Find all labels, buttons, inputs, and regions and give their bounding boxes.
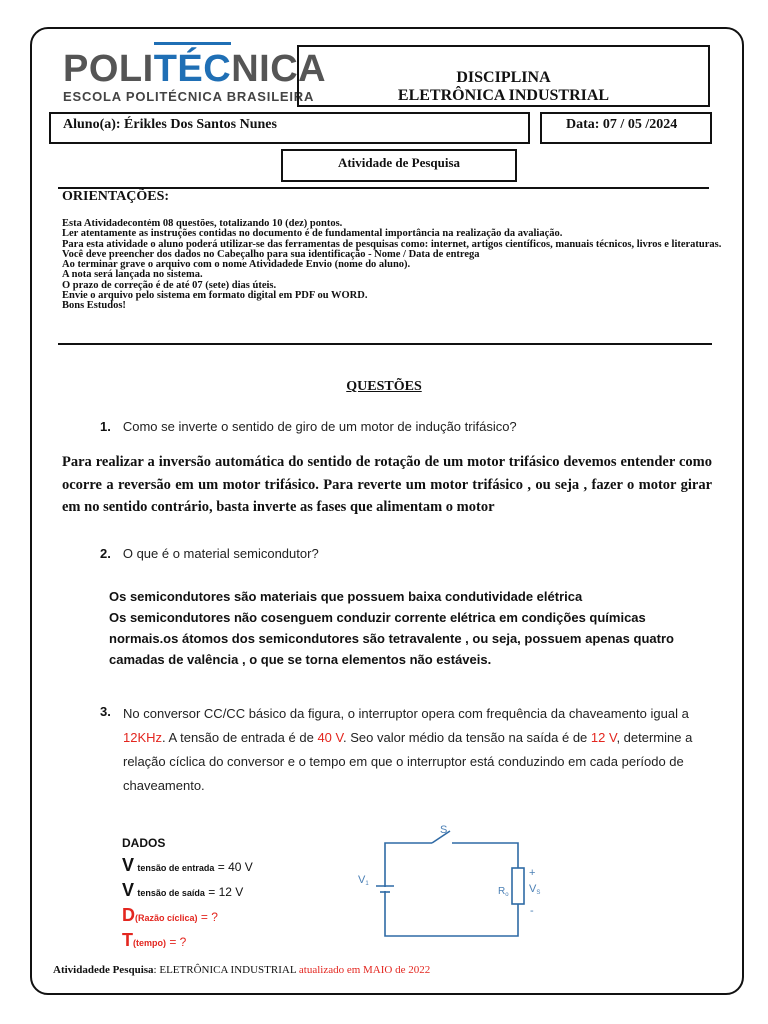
politecnica-logo: POLITÉCNICA ESCOLA POLITÉCNICA BRASILEIRA <box>63 48 327 104</box>
minus-sign: - <box>530 905 534 917</box>
discipline-box <box>297 45 710 107</box>
orientation-item: Você deve preencher dos dados no Cabeçalho para sua identificação - Nome / Data de entrega <box>62 248 480 260</box>
question-2 <box>100 545 319 563</box>
resistor-label: $R_o$ <box>498 886 509 898</box>
plus-sign: + <box>529 867 536 879</box>
circuit-wire <box>452 843 518 868</box>
data-title: DADOS <box>122 836 166 850</box>
circuit-wire <box>385 904 518 936</box>
input-voltage-value: 40 V <box>317 730 343 745</box>
date-field: Data: 07 / 05 /2024 <box>540 112 712 144</box>
data-vout: V tensão de saída = 12 V <box>122 880 244 900</box>
discipline-name: ELETRÔNICA INDUSTRIAL <box>397 87 610 104</box>
answer-1: Para realizar a inversão automática do sentido de rotação de um motor trifásico devemos entender como ocorre a reversão em um motor trifásico. Para reverte um motor trifásico , ou seja , fazer o motor girar em no sentido contrário, basta inverte as fases que alimentam o motor <box>62 454 712 515</box>
question-number: 2. <box>100 546 111 561</box>
orientation-item: A nota será lançada no sistema. <box>62 269 203 281</box>
answer-2 <box>109 586 709 670</box>
question-text: Como se inverte o sentido de giro de um motor de indução trifásico? <box>122 419 517 434</box>
orientation-item: Ler atentamente as instruções contidas no documento é de fundamental importância na realização da avaliação. <box>62 228 563 240</box>
question-number: 3. <box>100 704 111 719</box>
footer: Atividadede Pesquisa: ELETRÔNICA INDUSTRIAL atualizado em MAIO de 2022 <box>53 964 431 976</box>
orientation-item: O prazo de correção é de até 07 (sete) dias úteis. <box>62 279 277 291</box>
buck-converter-circuit <box>340 818 560 944</box>
question-text: O que é o material semicondutor? <box>122 546 319 561</box>
output-voltage-value: 12 V <box>590 730 617 745</box>
discipline-label: DISCIPLINA <box>456 69 551 86</box>
orientation-item: Bons Estudos! <box>62 300 126 312</box>
output-label: VS <box>529 883 541 896</box>
circuit-wire <box>385 843 432 927</box>
orientation-item: Para esta atividade o aluno poderá utilizar-se das ferramentas de pesquisas como: internet, artigos científicos, manuais técnicos, livros e literaturas. <box>62 238 722 250</box>
orientation-item: Envie o arquivo pelo sistema em formato digital em PDF ou WORD. <box>62 290 368 302</box>
orientations-list <box>62 219 768 312</box>
orientations-title: ORIENTAÇÕES: <box>62 189 170 204</box>
answer-line: Os semicondutores não cosenguem conduzir corrente elétrica em condições químicas normais.os átomos dos semicondutores são tetravalente , ou seja, possuem apenas quatro camadas de valência , o que se torna elementos não estáveis. <box>109 610 674 667</box>
divider-bottom <box>58 343 712 345</box>
activity-title: Atividade de Pesquisa <box>281 149 517 182</box>
question-1 <box>100 418 517 436</box>
switch-label: S <box>440 824 448 836</box>
given-data <box>122 832 253 954</box>
data-time: T(tempo) = ? <box>122 930 187 950</box>
frequency-value: 12KHz <box>123 730 163 745</box>
question-number: 1. <box>100 419 111 434</box>
data-duty-cycle: D(Razão cíclica) = ? <box>122 905 218 925</box>
logo-subtitle: ESCOLA POLITÉCNICA BRASILEIRA <box>63 89 315 104</box>
data-vin: V tensão de entrada = 40 V <box>122 855 253 875</box>
questions-title: QUESTÕES <box>346 379 422 394</box>
question-3-text: No conversor CC/CC básico da figura, o interruptor opera com frequência da chaveamento igual a 12KHz. A tensão de entrada é de 40 V. Seo valor médio da tensão na saída é de 12 V, determine a relação cíclica do conversor e o tempo em que o interruptor está conduzindo em cada período de chaveamento. <box>123 706 693 793</box>
resistor-symbol <box>512 868 524 904</box>
answer-line: Os semicondutores são materiais que possuem baixa condutividade elétrica <box>109 589 583 604</box>
source-label: V1 <box>358 874 369 887</box>
orientation-item: Ao terminar grave o arquivo com o nome Atividadede Envio (nome do aluno). <box>62 259 411 271</box>
orientation-item: Esta Atividadecontém 08 questões, totalizando 10 (dez) pontos. <box>62 219 343 229</box>
student-field: Aluno(a): Érikles Dos Santos Nunes <box>49 112 530 144</box>
